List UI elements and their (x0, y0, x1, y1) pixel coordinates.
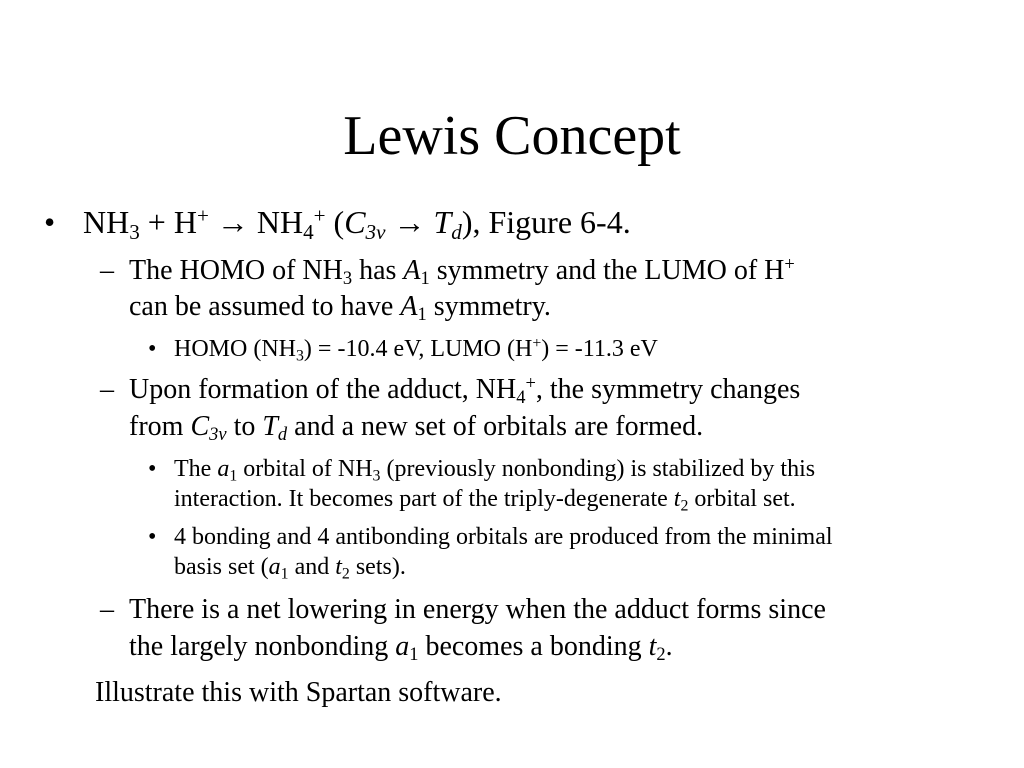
dash-marker: – (100, 374, 114, 405)
subbullet-adduct-line2: from $C_{3v}$ to $T_d$ and a new set of orbitals are formed. (129, 411, 704, 445)
bullet-marker: • (44, 204, 56, 240)
subsub-energies: HOMO $(NH_3) = -10.4$ eV, LUMO (H+) = -11.3 eV (174, 335, 658, 365)
bullet-marker: • (148, 456, 157, 482)
subbullet-lowering-line1: There is a net lowering in energy when the adduct forms since (129, 594, 826, 625)
dash-marker: – (100, 594, 114, 625)
subbullet-adduct-line1: Upon formation of the adduct, $NH_4^+$, the symmetry changes (129, 372, 801, 408)
subsub-a1-line1: The $a_1$ orbital of $NH_3$ (previously nonbonding) is stabilized by this (174, 456, 816, 485)
subsub-orbitals-line2: basis set ($a_1$ and $t_2$ sets). (174, 554, 406, 583)
bullet-marker: • (148, 336, 157, 362)
subbullet-homo-line2: can be assumed to have $A_1$ symmetry. (129, 291, 551, 325)
subbullet-homo-line1: The HOMO of $NH_3$ has $A_1$ symmetry and the LUMO of H+ (129, 253, 795, 289)
subsub-orbitals-line1: 4 bonding and 4 antibonding orbitals are produced from the minimal (174, 524, 833, 550)
slide-title: Lewis Concept (343, 105, 681, 167)
bullet-marker: • (148, 524, 157, 550)
dash-marker: – (100, 255, 114, 286)
subbullet-lowering-line2: the largely nonbonding $a_1$ becomes a bonding $t_2$. (129, 631, 673, 665)
spartan-note: Illustrate this with Spartan software. (95, 677, 502, 708)
subsub-a1-line2: interaction. It becomes part of the triply-degenerate $t_2$ orbital set. (174, 486, 796, 515)
bullet-reaction: $NH_3 + H^+ \to NH_4^+$ $(C_{3v} \to T_d)$, Figure 6-4. (83, 203, 631, 244)
